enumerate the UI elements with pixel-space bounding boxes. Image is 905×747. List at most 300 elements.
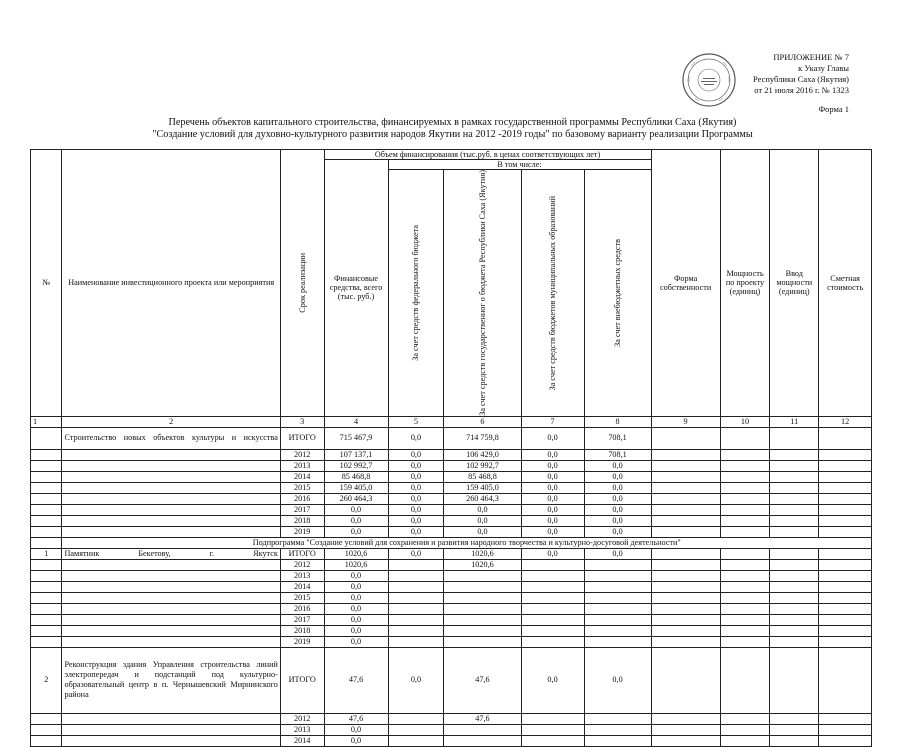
row-number-cell (31, 713, 62, 724)
amount-cell: 0,0 (388, 471, 444, 482)
period-cell: 2014 (280, 581, 324, 592)
header-state (444, 170, 521, 417)
amount-cell: 0,0 (521, 449, 584, 460)
amount-cell: 0,0 (324, 735, 388, 746)
row-number-cell (31, 460, 62, 471)
empty-cell (819, 515, 872, 526)
table-row (31, 592, 872, 603)
amount-cell (584, 713, 651, 724)
amount-cell: 47,6 (444, 713, 521, 724)
amount-cell: 0,0 (388, 460, 444, 471)
amount-cell (521, 614, 584, 625)
empty-cell (720, 427, 770, 449)
empty-cell (770, 504, 819, 515)
empty-cell (651, 570, 720, 581)
amount-cell: 159 405,0 (324, 482, 388, 493)
amount-cell: 0,0 (388, 548, 444, 559)
period-cell: 2014 (280, 471, 324, 482)
row-number-cell: 2 (31, 647, 62, 713)
row-number-cell (31, 482, 62, 493)
empty-cell (770, 548, 819, 559)
header-capacity-project: Мощность по проекту (единиц) (720, 150, 770, 417)
empty-cell (651, 504, 720, 515)
annex-line: Республики Саха (Якутия) (752, 74, 849, 84)
amount-cell: 1020,6 (324, 548, 388, 559)
period-cell: 2015 (280, 592, 324, 603)
header-ownership: Форма собственности (651, 150, 720, 417)
header-extra-text: За счет внебюджетных средств (613, 238, 623, 347)
empty-cell (651, 559, 720, 570)
empty-cell (819, 647, 872, 713)
amount-cell (521, 724, 584, 735)
empty-cell (720, 460, 770, 471)
amount-cell (388, 625, 444, 636)
project-name-cell (62, 493, 280, 504)
table-row (31, 427, 872, 449)
amount-cell (388, 724, 444, 735)
table-row (31, 526, 872, 537)
amount-cell: 0,0 (324, 614, 388, 625)
empty-cell (720, 570, 770, 581)
amount-cell (521, 570, 584, 581)
period-cell: 2015 (280, 482, 324, 493)
header-incl: В том числе: (388, 160, 651, 170)
amount-cell: 0,0 (324, 724, 388, 735)
amount-cell (584, 636, 651, 647)
header-state-text: За счет средств государственног о бюджета Республики Саха (Якутия) (477, 170, 487, 416)
column-number-cell: 10 (720, 416, 770, 427)
header-period (280, 150, 324, 417)
empty-cell (720, 614, 770, 625)
amount-cell (584, 581, 651, 592)
amount-cell: 159 405,0 (444, 482, 521, 493)
amount-cell: 0,0 (444, 515, 521, 526)
table-row (31, 614, 872, 625)
table-row (31, 735, 872, 746)
table-row (31, 515, 872, 526)
amount-cell: 0,0 (388, 482, 444, 493)
empty-cell (720, 548, 770, 559)
amount-cell: 715 467,9 (324, 427, 388, 449)
row-number-cell (31, 625, 62, 636)
empty-cell (720, 724, 770, 735)
empty-cell (651, 482, 720, 493)
amount-cell: 1020,6 (444, 559, 521, 570)
empty-cell (720, 493, 770, 504)
empty-cell (819, 625, 872, 636)
amount-cell: 0,0 (324, 515, 388, 526)
amount-cell (584, 724, 651, 735)
empty-cell (819, 460, 872, 471)
column-number-cell: 11 (770, 416, 819, 427)
amount-cell: 0,0 (584, 482, 651, 493)
document-title (0, 117, 905, 141)
empty-cell (651, 592, 720, 603)
amount-cell (388, 603, 444, 614)
empty-cell (651, 493, 720, 504)
amount-cell (521, 636, 584, 647)
amount-cell: 0,0 (324, 504, 388, 515)
column-number-cell: 6 (444, 416, 521, 427)
column-number-cell: 9 (651, 416, 720, 427)
empty-cell (651, 625, 720, 636)
amount-cell: 107 137,1 (324, 449, 388, 460)
period-cell: 2013 (280, 460, 324, 471)
title-line: Перечень объектов капитального строительства, финансируемых в рамках государственной программы Республики Саха (Якутия) (168, 117, 737, 128)
header-municipal (521, 170, 584, 417)
row-number-cell (31, 471, 62, 482)
amount-cell (444, 625, 521, 636)
amount-cell: 0,0 (521, 515, 584, 526)
amount-cell: 0,0 (521, 504, 584, 515)
period-cell: 2019 (280, 526, 324, 537)
empty-cell (720, 647, 770, 713)
amount-cell (584, 625, 651, 636)
amount-cell (521, 713, 584, 724)
period-cell: 2012 (280, 713, 324, 724)
period-cell: ИТОГО (280, 647, 324, 713)
subprogram-row (31, 537, 872, 548)
amount-cell (444, 570, 521, 581)
amount-cell (388, 570, 444, 581)
project-name-cell (62, 614, 280, 625)
empty-cell (819, 504, 872, 515)
table-row (31, 471, 872, 482)
amount-cell: 0,0 (584, 526, 651, 537)
amount-cell: 1020,6 (444, 548, 521, 559)
period-cell: 2016 (280, 603, 324, 614)
empty-cell (720, 482, 770, 493)
empty-cell (770, 460, 819, 471)
amount-cell (388, 735, 444, 746)
header-total: Финансовые средства, всего (тыс. руб.) (324, 160, 388, 417)
amount-cell: 0,0 (388, 504, 444, 515)
table-row (31, 647, 872, 713)
period-cell: 2019 (280, 636, 324, 647)
official-seal-stamp (681, 52, 737, 108)
empty-cell (819, 713, 872, 724)
row-number-cell (31, 614, 62, 625)
period-cell: ИТОГО (280, 548, 324, 559)
empty-cell (720, 625, 770, 636)
empty-cell (720, 559, 770, 570)
table-row (31, 570, 872, 581)
empty-cell (651, 603, 720, 614)
annex-line: от 21 июля 2016 г. № 1323 (754, 85, 849, 95)
amount-cell (444, 592, 521, 603)
period-cell: 2017 (280, 614, 324, 625)
amount-cell (584, 559, 651, 570)
amount-cell: 85 468,8 (444, 471, 521, 482)
table-row (31, 482, 872, 493)
amount-cell (584, 570, 651, 581)
column-number-cell: 8 (584, 416, 651, 427)
empty-cell (819, 570, 872, 581)
header-extra (584, 170, 651, 417)
period-cell: 2013 (280, 570, 324, 581)
empty-cell (770, 493, 819, 504)
empty-cell (720, 592, 770, 603)
row-number-cell (31, 449, 62, 460)
project-name-cell (62, 570, 280, 581)
project-name-cell: Строительство новых объектов культуры и искусства (62, 427, 280, 449)
amount-cell: 0,0 (584, 548, 651, 559)
period-cell: 2016 (280, 493, 324, 504)
empty-cell (819, 592, 872, 603)
empty-cell (819, 559, 872, 570)
empty-cell (819, 735, 872, 746)
amount-cell: 0,0 (324, 625, 388, 636)
amount-cell: 0,0 (388, 427, 444, 449)
row-number-cell (31, 515, 62, 526)
amount-cell (388, 636, 444, 647)
amount-cell (521, 559, 584, 570)
period-cell: 2018 (280, 625, 324, 636)
header-num: № (31, 150, 62, 417)
project-name-cell (62, 636, 280, 647)
empty-cell (770, 647, 819, 713)
amount-cell: 0,0 (444, 526, 521, 537)
column-number-cell: 7 (521, 416, 584, 427)
empty-cell (770, 559, 819, 570)
empty-cell (651, 647, 720, 713)
amount-cell: 0,0 (388, 493, 444, 504)
table-row (31, 581, 872, 592)
empty-cell (720, 735, 770, 746)
amount-cell (584, 592, 651, 603)
amount-cell: 0,0 (388, 647, 444, 713)
amount-cell: 47,6 (324, 713, 388, 724)
empty-cell (819, 614, 872, 625)
amount-cell (444, 581, 521, 592)
project-name-cell (62, 713, 280, 724)
amount-cell: 106 429,0 (444, 449, 521, 460)
project-name-cell (62, 504, 280, 515)
empty-cell (770, 636, 819, 647)
table-row (31, 548, 872, 559)
period-cell: 2017 (280, 504, 324, 515)
empty-cell (651, 636, 720, 647)
table-row (31, 713, 872, 724)
empty-cell (651, 581, 720, 592)
amount-cell: 0,0 (584, 471, 651, 482)
row-number-cell (31, 735, 62, 746)
header-volume: Объем финансирования (тыс.руб. в ценах соответствующих лет) (324, 150, 651, 160)
empty-cell (770, 570, 819, 581)
empty-cell (651, 713, 720, 724)
project-name-cell (62, 482, 280, 493)
amount-cell: 0,0 (521, 493, 584, 504)
empty-cell (651, 471, 720, 482)
row-number-cell (31, 592, 62, 603)
amount-cell (444, 724, 521, 735)
empty-cell (651, 614, 720, 625)
subprogram-title: Подпрограмма "Создание условий для сохранения и развития народного творчества и культурно-досуговой деятельности" (62, 537, 872, 548)
row-number-cell (31, 603, 62, 614)
header-capacity-input: Ввод мощности (единиц) (770, 150, 819, 417)
column-number-cell: 5 (388, 416, 444, 427)
amount-cell: 0,0 (388, 515, 444, 526)
amount-cell (584, 614, 651, 625)
row-number-cell (31, 581, 62, 592)
empty-cell (720, 603, 770, 614)
amount-cell (444, 636, 521, 647)
empty-cell (720, 526, 770, 537)
amount-cell (388, 581, 444, 592)
amount-cell: 47,6 (324, 647, 388, 713)
table-row (31, 724, 872, 735)
objects-table (30, 149, 872, 747)
amount-cell: 0,0 (521, 427, 584, 449)
empty-cell (770, 449, 819, 460)
amount-cell: 0,0 (521, 482, 584, 493)
empty-cell (720, 713, 770, 724)
column-number-cell: 3 (280, 416, 324, 427)
header-estimate: Сметная стоимость (819, 150, 872, 417)
amount-cell: 0,0 (521, 471, 584, 482)
amount-cell (584, 603, 651, 614)
column-number-cell: 2 (62, 416, 280, 427)
form-label: Форма 1 (818, 104, 849, 114)
empty-cell (770, 482, 819, 493)
project-name-cell: Реконструкция здания Управления строительства линий электропередач и подстанций под культурно-образовательный центр в п. Чернышевский Мирнинского района (62, 647, 280, 713)
amount-cell: 708,1 (584, 449, 651, 460)
project-name-cell (62, 735, 280, 746)
header-period-text: Срок реализации (297, 253, 307, 313)
amount-cell: 0,0 (388, 526, 444, 537)
annex-line: к Указу Главы (798, 63, 849, 73)
amount-cell (521, 625, 584, 636)
empty-cell (819, 449, 872, 460)
empty-cell (770, 581, 819, 592)
title-line: "Создание условий для духовно-культурного развития народов Якутии на 2012 -2019 годы" по базовому варианту реализации Программы (152, 129, 753, 140)
amount-cell (388, 713, 444, 724)
amount-cell (388, 559, 444, 570)
table-row (31, 603, 872, 614)
amount-cell: 102 992,7 (324, 460, 388, 471)
empty-cell (819, 427, 872, 449)
amount-cell: 85 468,8 (324, 471, 388, 482)
period-cell: 2013 (280, 724, 324, 735)
row-number-cell (31, 526, 62, 537)
annex-line: ПРИЛОЖЕНИЕ № 7 (773, 52, 849, 62)
empty-cell (819, 724, 872, 735)
row-number-cell (31, 504, 62, 515)
empty-cell (651, 449, 720, 460)
row-number-cell (31, 559, 62, 570)
row-number-cell: 1 (31, 548, 62, 559)
empty-cell (770, 526, 819, 537)
amount-cell (521, 581, 584, 592)
header-municipal-text: За счет средств бюджетов муниципальных образований (548, 195, 558, 391)
period-cell: 2012 (280, 559, 324, 570)
empty-cell (651, 548, 720, 559)
column-number-cell: 12 (819, 416, 872, 427)
table-row (31, 449, 872, 460)
column-number-cell: 1 (31, 416, 62, 427)
empty-cell (819, 526, 872, 537)
empty-cell (651, 735, 720, 746)
amount-cell (388, 614, 444, 625)
amount-cell: 0,0 (584, 493, 651, 504)
column-number-row (31, 416, 872, 427)
header-federal (388, 170, 444, 417)
project-name-cell (62, 526, 280, 537)
project-name-cell (62, 603, 280, 614)
empty-cell (720, 449, 770, 460)
period-cell: 2012 (280, 449, 324, 460)
amount-cell: 0,0 (521, 647, 584, 713)
empty-cell (770, 713, 819, 724)
empty-cell (770, 427, 819, 449)
project-name-cell (62, 625, 280, 636)
row-number-cell (31, 493, 62, 504)
table-row (31, 460, 872, 471)
empty-cell (819, 581, 872, 592)
project-name-cell (62, 515, 280, 526)
project-name-cell (62, 559, 280, 570)
empty-cell (819, 548, 872, 559)
empty-cell (819, 493, 872, 504)
amount-cell: 0,0 (324, 526, 388, 537)
amount-cell (521, 592, 584, 603)
amount-cell: 260 464,3 (324, 493, 388, 504)
row-number-cell (31, 724, 62, 735)
project-name-cell (62, 460, 280, 471)
table-row (31, 636, 872, 647)
table-row (31, 493, 872, 504)
amount-cell: 0,0 (324, 570, 388, 581)
empty-cell (770, 592, 819, 603)
amount-cell: 1020,6 (324, 559, 388, 570)
empty-cell (770, 515, 819, 526)
amount-cell: 260 464,3 (444, 493, 521, 504)
header-federal-text: За счет средств федерального бюджета (411, 225, 421, 361)
amount-cell: 708,1 (584, 427, 651, 449)
empty-cell (819, 482, 872, 493)
empty-cell (720, 581, 770, 592)
project-name-cell: Памятник Бекетову, г. Якутск (62, 548, 280, 559)
amount-cell: 0,0 (521, 526, 584, 537)
empty-cell (770, 603, 819, 614)
amount-cell: 0,0 (444, 504, 521, 515)
period-cell: 2014 (280, 735, 324, 746)
empty-cell (770, 735, 819, 746)
project-name-cell (62, 724, 280, 735)
amount-cell: 0,0 (324, 581, 388, 592)
empty-cell (651, 427, 720, 449)
amount-cell (444, 735, 521, 746)
table-row (31, 625, 872, 636)
amount-cell: 0,0 (584, 460, 651, 471)
empty-cell (651, 724, 720, 735)
amount-cell: 0,0 (324, 592, 388, 603)
empty-cell (819, 471, 872, 482)
empty-cell (651, 460, 720, 471)
amount-cell: 0,0 (324, 603, 388, 614)
empty-cell (819, 636, 872, 647)
amount-cell: 47,6 (444, 647, 521, 713)
amount-cell (388, 592, 444, 603)
amount-cell: 0,0 (584, 647, 651, 713)
empty-cell (720, 515, 770, 526)
row-number-cell (31, 570, 62, 581)
project-name-cell (62, 471, 280, 482)
empty-cell (819, 603, 872, 614)
empty-cell (770, 724, 819, 735)
column-number-cell: 4 (324, 416, 388, 427)
amount-cell (444, 614, 521, 625)
